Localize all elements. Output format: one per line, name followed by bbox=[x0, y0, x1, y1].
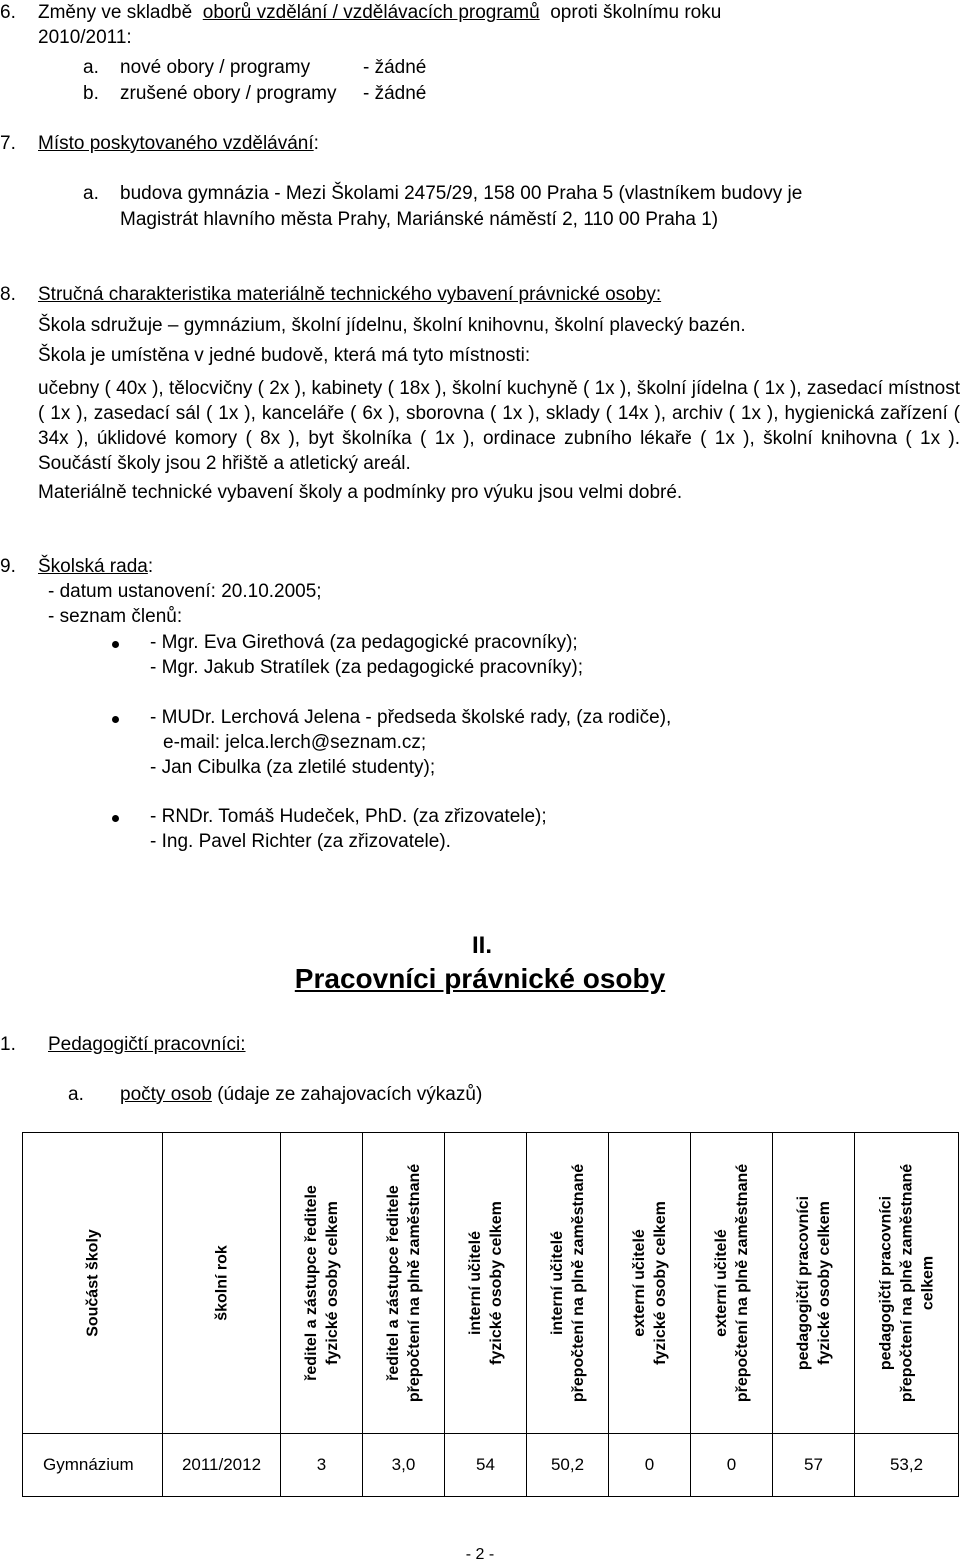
section-9-title: Školská rada: bbox=[38, 556, 154, 577]
item-label: a. bbox=[83, 183, 99, 204]
location-line-2: Magistrát hlavního města Prahy, Mariánské náměstí 2, 110 00 Praha 1) bbox=[120, 209, 719, 230]
table-cell: 0 bbox=[609, 1434, 691, 1497]
col-header: externí učitelé fyzické osoby celkem bbox=[609, 1133, 691, 1434]
col-header: pedagogičtí pracovníci fyzické osoby celkem bbox=[773, 1133, 855, 1434]
col-header: ředitel a zástupce ředitele přepočtení na plně zaměstnané bbox=[363, 1133, 445, 1434]
council-members-label: - seznam členů: bbox=[48, 606, 183, 627]
member-email: e-mail: jelca.lerch@seznam.cz; bbox=[163, 732, 427, 753]
member-item: - RNDr. Tomáš Hudeček, PhD. (za zřizovatele); bbox=[150, 806, 547, 827]
table-cell: 0 bbox=[691, 1434, 773, 1497]
item-label: b. bbox=[83, 83, 99, 104]
page-number: - 2 - bbox=[465, 1546, 495, 1563]
section-7-number: 7. bbox=[0, 133, 16, 154]
cancelled-programs-value: - žádné bbox=[363, 83, 427, 104]
member-item: - Ing. Pavel Richter (za zřizovatele). bbox=[150, 831, 451, 852]
member-item: - Jan Cibulka (za zletilé studenty); bbox=[150, 757, 436, 778]
cancelled-programs-text: zrušené obory / programy bbox=[120, 83, 337, 104]
section-8-p1: Škola sdružuje – gymnázium, školní jídelnu, školní knihovnu, školní plavecký bazén. bbox=[38, 315, 746, 336]
item-label: a. bbox=[68, 1084, 84, 1105]
staff-table bbox=[22, 1132, 959, 1497]
section-9-number: 9. bbox=[0, 556, 16, 577]
section-7-title: Místo poskytovaného vzdělávání: bbox=[38, 133, 319, 154]
section-8-number: 8. bbox=[0, 284, 16, 305]
member-item: - Mgr. Jakub Stratílek (za pedagogické pracovníky); bbox=[150, 657, 583, 678]
col-header: interní učitelé přepočtení na plně zaměstnané bbox=[527, 1133, 609, 1434]
col-header: ředitel a zástupce ředitele fyzické osoby celkem bbox=[281, 1133, 363, 1434]
new-programs-value: - žádné bbox=[363, 57, 427, 78]
section-8-rooms: učebny ( 40x ), tělocvičny ( 2x ), kabinety ( 18x ), školní kuchyně ( 1x ), školní jídelna ( 1x ), zasedací místnost ( 1x ), zasedací sál ( 1x ), kanceláře ( 6x ), sborovna ( 1x ), sklady ( 14x ), archiv ( 1x ), hygienická zařízení ( 34x ), úklidové komory ( 8x ), byt školníka ( 1x ), ordinace zubního lékaře ( 1x ), školní knihovna ( 1x ). Součástí školy jsou 2 hřiště a atletický areál. bbox=[38, 378, 960, 474]
table-cell: 2011/2012 bbox=[163, 1434, 281, 1497]
subsection-number: 1. bbox=[0, 1034, 16, 1055]
col-header: interní učitelé fyzické osoby celkem bbox=[445, 1133, 527, 1434]
section-8-p4: Materiálně technické vybavení školy a podmínky pro výuku jsou velmi dobré. bbox=[38, 482, 683, 503]
bullet-icon bbox=[112, 641, 119, 648]
council-date: - datum ustanovení: 20.10.2005; bbox=[48, 581, 322, 602]
member-item: - Mgr. Eva Girethová (za pedagogické pracovníky); bbox=[150, 632, 578, 653]
counts-title: počty osob (údaje ze zahajovacích výkazů) bbox=[120, 1084, 483, 1105]
table-cell: 3 bbox=[281, 1434, 363, 1497]
bullet-icon bbox=[112, 716, 119, 723]
part-roman-numeral: II. bbox=[471, 932, 492, 959]
col-header: pedagogičtí pracovníci přepočtení na plně zaměstnané celkem bbox=[855, 1133, 959, 1434]
section-6-title: Změny ve skladbě oborů vzdělání / vzdělávacích programů oproti školnímu roku bbox=[38, 2, 722, 23]
section-6-title-year: 2010/2011: bbox=[38, 27, 132, 48]
table-row bbox=[23, 1434, 959, 1497]
table-cell: 50,2 bbox=[527, 1434, 609, 1497]
table-cell: 54 bbox=[445, 1434, 527, 1497]
table-cell: Gymnázium bbox=[23, 1434, 163, 1497]
subsection-title: Pedagogičtí pracovníci: bbox=[48, 1034, 246, 1055]
section-8-title: Stručná charakteristika materiálně technického vybavení právnické osoby: bbox=[38, 284, 662, 305]
location-line-1: budova gymnázia - Mezi Školami 2475/29, 158 00 Praha 5 (vlastníkem budovy je bbox=[120, 183, 803, 204]
part-title: Pracovníci právnické osoby bbox=[294, 963, 666, 994]
table-cell: 53,2 bbox=[855, 1434, 959, 1497]
bullet-icon bbox=[112, 815, 119, 822]
section-6-number: 6. bbox=[0, 2, 16, 23]
table-header-row bbox=[23, 1133, 959, 1434]
table-cell: 3,0 bbox=[363, 1434, 445, 1497]
col-header: školní rok bbox=[163, 1133, 281, 1434]
member-item: - MUDr. Lerchová Jelena - předseda školské rady, (za rodiče), bbox=[150, 707, 672, 728]
col-header: externí učitelé přepočtení na plně zaměstnané bbox=[691, 1133, 773, 1434]
table-cell: 57 bbox=[773, 1434, 855, 1497]
section-8-p2: Škola je umístěna v jedné budově, která má tyto místnosti: bbox=[38, 345, 531, 366]
item-label: a. bbox=[83, 57, 99, 78]
col-header: Součást školy bbox=[23, 1133, 163, 1434]
new-programs-text: nové obory / programy bbox=[120, 57, 311, 78]
